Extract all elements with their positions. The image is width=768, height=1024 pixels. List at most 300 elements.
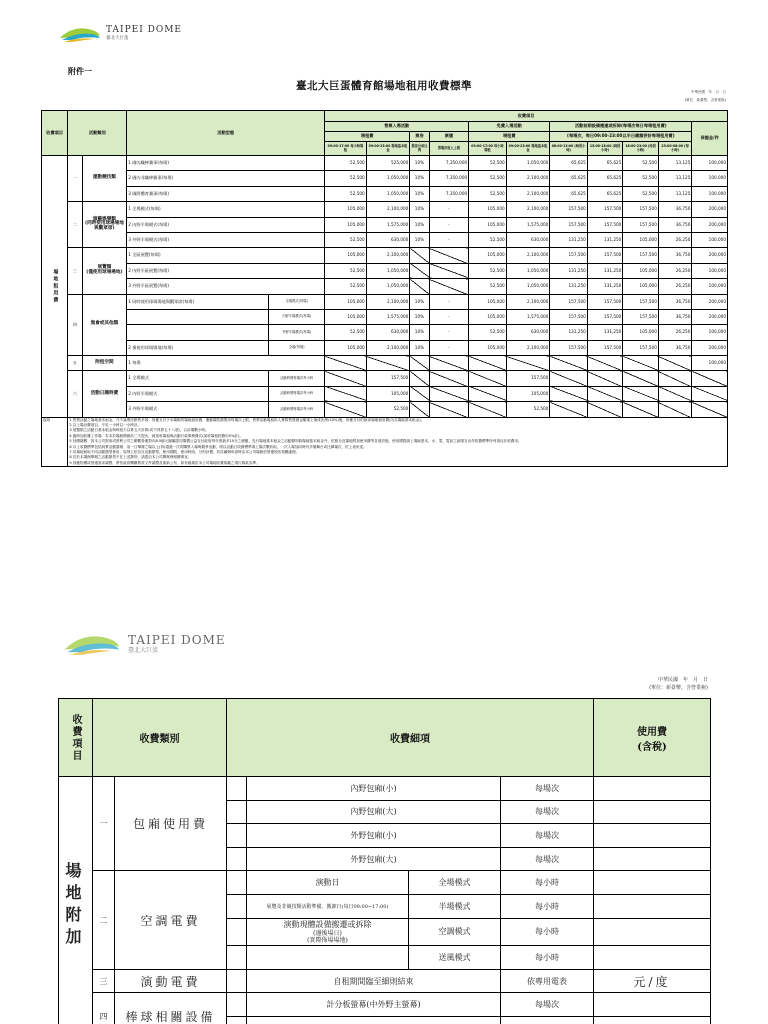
fee-value: 7,350,000 [429, 186, 469, 201]
header-leaf: 23:00-08:00 (每小時) [658, 142, 691, 156]
activity-type: 1 國內職棒賽事(每場) [127, 156, 325, 171]
notes-row [42, 417, 728, 467]
fee-value: 52,500 [623, 156, 659, 171]
fee-value [469, 386, 507, 401]
header-fee [594, 699, 711, 777]
header-category: 收費類別 [93, 699, 227, 777]
unit-text: 每場次 [501, 777, 594, 801]
fee-value: 105,000 [325, 309, 367, 324]
fee-value: 52,500 [506, 402, 550, 417]
group-name: 空調電費 [115, 871, 227, 969]
fee-value: 1,050,000 [506, 156, 550, 171]
fee-value: 157,500 [587, 340, 623, 355]
detail-text [247, 1016, 501, 1024]
fee-value: 105,000 [325, 340, 367, 355]
note-item: 9 因應物價或營運需求調整，將依政府機關核准文件調整及重新公布，如有疑義依本公司場地收費規範之現行條款為準。 [69, 460, 260, 465]
fee-value: 10% [410, 171, 429, 186]
fee-value [429, 248, 469, 263]
fee-value: 36,750 [658, 248, 691, 263]
group-number: 四 [68, 294, 82, 356]
fee-value [692, 402, 728, 417]
fee-value [587, 371, 623, 386]
fee-value: 7,350,000 [429, 171, 469, 186]
logo-chinese: 臺北大巨蛋 [106, 36, 129, 42]
spacer-cell [227, 993, 247, 1017]
activity-type [127, 325, 269, 340]
fee-value: 52,500 [469, 325, 507, 340]
fee-value: 52,500 [366, 402, 410, 417]
fee-value: 157,500 [587, 294, 623, 309]
header-leaf: 18:00-23:00 (時段小時) [623, 142, 659, 156]
fee-value: 105,000 [623, 263, 659, 278]
fee-value: 100,000 [692, 279, 728, 294]
detail-sub: (邊後場日) [313, 929, 342, 937]
detail-main: 演動日 [315, 878, 340, 888]
note-item: 7 若場地租取不同活動類型使用，原則上依各自活動類型、使用期限、使用時段，分別計價，若於續辦申請時由本公司場館依營運預估相關處理。 [69, 449, 300, 454]
fee-value [410, 371, 429, 386]
fee-value [658, 402, 691, 417]
detail-text: 內野包廂(大) [247, 800, 501, 824]
spacer-cell [227, 777, 247, 801]
fee-row [42, 371, 728, 386]
unit-line: (單位：新臺幣，含營業稅) [649, 685, 708, 691]
note-item: 3 展覽類之活動日基本租金與時段天以算五天計算(或不得算五十八項)，合計場數小時。 [69, 428, 209, 433]
fee-value: 10% [410, 294, 429, 309]
attachment-label: 附件一 [68, 67, 92, 76]
fee-value: 36,750 [658, 309, 691, 324]
activity-mode: 全場(每場) [269, 340, 325, 355]
group-title: 演藝娛樂類 [92, 216, 116, 222]
spacer-cell [227, 847, 247, 871]
fee-value: 2,100,000 [366, 202, 410, 217]
activity-mode: 全場模式(每場) [269, 294, 325, 309]
fee-value [410, 248, 429, 263]
group-name [82, 294, 127, 356]
fee-value [623, 402, 659, 417]
detail-sub: (實際佈場場地) [307, 937, 348, 945]
group-title: 運動競技類 [92, 175, 116, 181]
activity-type: 1 同時使用球場場地與觀眾席(每場) [127, 294, 269, 309]
fee-value: 131,250 [550, 263, 588, 278]
activity-type: 3 外野半場模式 [127, 402, 269, 417]
dome-logo-icon [58, 24, 102, 44]
fee-value: 1,050,000 [366, 279, 410, 294]
fee-value: - [429, 325, 469, 340]
fee-value [429, 386, 469, 401]
fee-value: 105,000 [623, 232, 659, 247]
fee-value: 52,500 [325, 232, 367, 247]
fee-value: - [429, 232, 469, 247]
detail-text [247, 894, 409, 918]
detail-text [247, 871, 409, 895]
fee-value: - [429, 294, 469, 309]
fee-value: 26,250 [658, 325, 691, 340]
detail-mode: 半場模式 [409, 894, 501, 918]
fee-value [594, 993, 711, 1017]
fee-row [42, 171, 728, 186]
spacer-cell [227, 824, 247, 848]
fee-value: 105,000 [469, 248, 507, 263]
fee-value: 131,250 [550, 325, 588, 340]
detail-text: 計分板螢幕(中外野主螢幕) [247, 993, 501, 1017]
logo-english: TAIPEI DOME [106, 25, 182, 36]
header-type: 活動型態 [127, 111, 325, 156]
group-number: 二 [68, 202, 82, 248]
activity-mode: 活動時間每場次每小時 [269, 386, 325, 401]
fee-value: 52,500 [325, 171, 367, 186]
fee-value: 100,000 [692, 186, 728, 201]
surcharge-row [59, 777, 711, 801]
fee-value: 1,575,000 [366, 309, 410, 324]
group-title: 附租空間 [95, 359, 114, 365]
fee-value: 157,500 [550, 217, 588, 232]
logo-chinese: 臺北大巨蛋 [128, 647, 159, 654]
detail-mode: 空調模式 [409, 918, 501, 946]
fee-value: 1,575,000 [506, 217, 550, 232]
fee-row [42, 386, 728, 401]
group-number: 二 [93, 871, 115, 969]
fee-value: 157,500 [623, 294, 659, 309]
detail-text: 內野包廂(小) [247, 777, 501, 801]
fee-value [325, 356, 367, 371]
header-leaf: 09:00-17:00 每小時場租 [325, 142, 367, 156]
note-item: 1 售票活動之場地基本租金，乃不論票房銷售多寡，皆應支付予本場館的場地租用費，運動競技類票房每場次上限，售票活動場租用人實際售票總金額乘上抽成比例(10%)後，所應支付的最高場地租用費(內含場地基本租金)。 [69, 417, 425, 422]
group-number: 四 [93, 993, 115, 1024]
fee-value: 131,250 [587, 232, 623, 247]
taipei-dome-logo [58, 24, 182, 44]
header-detail: 收費細項 [227, 699, 594, 777]
fee-value: 10% [410, 232, 429, 247]
fee-value [692, 371, 728, 386]
group-number: 一 [93, 777, 115, 871]
fee-row [42, 156, 728, 171]
activity-type: 1 每場 [127, 356, 325, 371]
header-sub-c: (每場次，每日09:00-23:00以半日總額併計每場租用費) [550, 132, 692, 142]
fee-value: 65,625 [550, 171, 588, 186]
fee-value: 157,500 [366, 371, 410, 386]
fee-row [42, 340, 728, 355]
header-leaf: 09:00-23:00 場地基本租金 [506, 142, 550, 156]
fee-value: 26,250 [658, 232, 691, 247]
header-deposit: 保證金/件 [692, 122, 728, 156]
document-title: 臺北大巨蛋體育館場地租用收費標準 [296, 80, 472, 92]
fee-value [587, 356, 623, 371]
fee-value [410, 356, 429, 371]
fee-value [594, 847, 711, 871]
fee-value [594, 1016, 711, 1024]
fee-value: 105,000 [506, 386, 550, 401]
group-name [82, 356, 127, 371]
fee-value: 7,350,000 [429, 156, 469, 171]
fee-value [550, 371, 588, 386]
activity-type [127, 309, 269, 324]
fee-value: 2,100,000 [506, 248, 550, 263]
fee-row [42, 248, 728, 263]
fee-value: 26,250 [658, 279, 691, 294]
fee-value: 525,000 [366, 156, 410, 171]
fee-value: 2,100,000 [366, 248, 410, 263]
fee-value [550, 402, 588, 417]
fee-value: 157,500 [623, 248, 659, 263]
detail-text: 自租期間臨至細則結束 [247, 969, 501, 993]
unit-text: 每小時 [501, 946, 594, 970]
activity-mode: 活動時間每場次每小時 [269, 402, 325, 417]
fee-value [410, 386, 429, 401]
fee-value [550, 356, 588, 371]
fee-value [550, 386, 588, 401]
fee-value [410, 263, 429, 278]
fee-value: 100,000 [692, 156, 728, 171]
detail-text [247, 918, 409, 946]
header-category: 活動類別 [68, 111, 127, 156]
fee-row [42, 217, 728, 232]
unit-text: 每場次 [501, 993, 594, 1017]
header-leaf: 票房分成比例 [410, 142, 429, 156]
activity-type: 2 內野半場模式(每場) [127, 217, 325, 232]
dome-logo-icon [62, 630, 122, 658]
header-sub-b: 場租費 [469, 132, 550, 142]
detail-main: 展覽及非競技類活動準備、搬卸日(每日09:00~17:00) [266, 903, 389, 910]
fee-value: 1,575,000 [366, 217, 410, 232]
fee-value: 105,000 [469, 217, 507, 232]
header-fee-items: 收費項目 [325, 111, 728, 122]
fee-value: 52,500 [469, 156, 507, 171]
fee-value: 157,500 [550, 340, 588, 355]
detail-mode: 全場模式 [409, 871, 501, 895]
detail-main: 演動現體設備搬遷或拆除 [283, 919, 372, 929]
unit-text: 每小時 [501, 918, 594, 946]
fee-value: 52,500 [325, 263, 367, 278]
fee-value: 52,500 [325, 325, 367, 340]
fee-value: 157,500 [587, 248, 623, 263]
group-name: 包廂使用費 [115, 777, 227, 871]
fee-value: 131,250 [550, 279, 588, 294]
fee-value: 元/度 [594, 969, 711, 993]
activity-mode: 活動時間每場次每小時 [269, 371, 325, 386]
fee-value: 13,125 [658, 156, 691, 171]
fee-value: 2,100,000 [506, 186, 550, 201]
header-ticketed: 售票入場活動 [325, 122, 469, 132]
activity-type: 1 全區展覽(每場) [127, 248, 325, 263]
fee-value: 36,750 [658, 202, 691, 217]
fee-value [594, 894, 711, 918]
fee-value: - [429, 202, 469, 217]
surcharge-row [59, 993, 711, 1017]
fee-value: 105,000 [469, 202, 507, 217]
activity-type: 3 國際體育賽事(每場) [127, 186, 325, 201]
header-leaf: 13:00-18:00 (時段小時) [587, 142, 623, 156]
fee-value: 52,500 [469, 263, 507, 278]
spacer-cell [227, 946, 247, 970]
fee-value [594, 918, 711, 946]
fee-value: 157,500 [550, 248, 588, 263]
fee-value: 36,750 [658, 340, 691, 355]
fee-row [42, 356, 728, 371]
fee-value: 105,000 [325, 217, 367, 232]
logo-english: TAIPEI DOME [128, 633, 226, 647]
fee-value: 26,250 [658, 263, 691, 278]
fee-row [42, 309, 728, 324]
spacer-cell [227, 1016, 247, 1024]
fee-value: 2,100,000 [506, 171, 550, 186]
note-item: 8 若於本場館舉辦之活動類型不在上述類別，請逕洽本公司開辦理相關事宜。 [69, 455, 192, 460]
fee-value: 105,000 [366, 386, 410, 401]
fee-value: 157,500 [623, 340, 659, 355]
activity-mode: 外野半場模式(每場) [269, 325, 325, 340]
fee-value: 13,125 [658, 186, 691, 201]
fee-value: 157,500 [587, 202, 623, 217]
fee-value: 10% [410, 309, 429, 324]
notes-content [68, 417, 728, 467]
fee-value: 200,000 [692, 202, 728, 217]
fee-value: 105,000 [623, 325, 659, 340]
fee-value: - [429, 340, 469, 355]
fee-value [429, 402, 469, 417]
fee-value: 10% [410, 325, 429, 340]
fee-row [42, 402, 728, 417]
group-title: 展覽類 [97, 265, 112, 271]
fee-value: 157,500 [587, 217, 623, 232]
fee-value: 157,500 [623, 202, 659, 217]
unit-text [501, 1016, 594, 1024]
fee-value: 200,000 [692, 248, 728, 263]
fee-value: 100,000 [692, 325, 728, 340]
fee-value: 10% [410, 340, 429, 355]
group-title: 活動日趨時費 [90, 390, 119, 396]
fee-row [42, 279, 728, 294]
spacer-cell [227, 871, 247, 895]
fee-value [429, 263, 469, 278]
header-fee-sub: (含稅) [637, 741, 667, 753]
header-leaf: 08:00-13:00 (時段小時) [550, 142, 588, 156]
fee-value: 131,250 [587, 279, 623, 294]
fee-value: 157,500 [550, 309, 588, 324]
fee-value [594, 824, 711, 848]
fee-value: 100,000 [692, 263, 728, 278]
activity-type: 2 內野半區展覽(每場) [127, 263, 325, 278]
fee-value: 630,000 [366, 325, 410, 340]
group-name: 演動電費 [115, 969, 227, 993]
group-title: 集會或其他類 [90, 321, 119, 327]
fee-value [623, 371, 659, 386]
fee-value [366, 356, 410, 371]
fee-value: 200,000 [692, 217, 728, 232]
header-item: 收費項目 [42, 111, 68, 156]
fee-value: 105,000 [469, 309, 507, 324]
fee-value: 65,625 [587, 186, 623, 201]
fee-value: 105,000 [623, 279, 659, 294]
fee-value: 52,500 [325, 279, 367, 294]
fee-value [410, 279, 429, 294]
spacer-cell [227, 800, 247, 824]
fee-row [42, 325, 728, 340]
fee-value [469, 356, 507, 371]
fee-value: 52,500 [325, 156, 367, 171]
fee-value: 630,000 [506, 325, 550, 340]
fee-value: 65,625 [587, 171, 623, 186]
fee-value [429, 279, 469, 294]
fee-value: 100,000 [692, 356, 728, 371]
fee-value [623, 356, 659, 371]
detail-text: 外野包廂(大) [247, 847, 501, 871]
fee-value [325, 402, 367, 417]
activity-type: 1 全場模式 [127, 371, 269, 386]
header-sub-a-price: 票價 [429, 132, 469, 142]
group-number: 三 [68, 248, 82, 294]
fee-value: 200,000 [692, 294, 728, 309]
surcharge-row [59, 871, 711, 895]
group-number: 一 [68, 156, 82, 202]
fee-value: 65,625 [587, 156, 623, 171]
fee-value: 52,500 [623, 171, 659, 186]
fee-value: 36,750 [658, 294, 691, 309]
side-label: 場地租用費 [42, 156, 68, 418]
fee-value [469, 402, 507, 417]
detail-text [247, 946, 409, 970]
surcharge-row [59, 969, 711, 993]
header-setup: 活動前期設備搬運或拆除(每場次每日每場租用費) [550, 122, 692, 132]
taipei-dome-logo-2 [62, 630, 226, 658]
note-item: 6 以上收費標準包括到實活動籌辦、前一日舉辦之場以上(持)超過一次的購票入場與競爭活動，則以活動日收費標準乘上場次數收取。一次入場加同時有多個舞台或比賽場次，依上表所述。 [69, 444, 367, 449]
fee-value: 105,000 [325, 294, 367, 309]
fee-value [594, 946, 711, 970]
spacer-cell [227, 918, 247, 946]
unit-text: 每小時 [501, 871, 594, 895]
fee-value [594, 871, 711, 895]
fee-value: 157,500 [550, 294, 588, 309]
fee-table [41, 110, 728, 467]
header-leaf: 單場次收入上限 [429, 142, 469, 156]
fee-value: 52,500 [469, 279, 507, 294]
fee-value: 52,500 [623, 186, 659, 201]
fee-value: 200,000 [692, 340, 728, 355]
fee-value [587, 386, 623, 401]
fee-value: 52,500 [469, 232, 507, 247]
fee-value [587, 402, 623, 417]
spacer-cell [227, 969, 247, 993]
fee-value [410, 402, 429, 417]
header-fee-label: 使用費 [637, 726, 667, 738]
fee-value [429, 371, 469, 386]
fee-value: 157,500 [623, 309, 659, 324]
surcharge-table [58, 698, 711, 1024]
detail-mode: 送風模式 [409, 946, 501, 970]
fee-value: 157,500 [506, 371, 550, 386]
activity-type: 2 僅使用球場場地(每場) [127, 340, 269, 355]
activity-type: 2 國內非職棒賽事(每場) [127, 171, 325, 186]
fee-value: 2,100,000 [366, 340, 410, 355]
fee-value: 157,500 [623, 217, 659, 232]
side-label: 場地附加 [59, 777, 93, 1024]
fee-value: 131,250 [587, 263, 623, 278]
header-item: 收費項目 [59, 699, 93, 777]
fee-value: 52,500 [469, 186, 507, 201]
fee-value: 10% [410, 217, 429, 232]
fee-value: 10% [410, 202, 429, 217]
fee-value: 100,000 [692, 171, 728, 186]
fee-value: 2,100,000 [506, 340, 550, 355]
notes-label: 說明 [42, 417, 68, 467]
note-item: 5 回饋鏈數：因本公司需來或營利公司之聯繫營運對內8.5億元歸屬認同償價公益支付政府每年度最多10分之總額，先行場地基本租金之活動類別除場地基本租金外，依照全及場地附加使用費等各項設施，使用國際級上場地基本，水、電、電訊之細項支出作收費標準所列項目計收費用。 [69, 439, 522, 444]
group-name: 棒球相關設備 [115, 993, 227, 1024]
fee-value: 52,500 [325, 186, 367, 201]
unit-text: 每場次 [501, 847, 594, 871]
group-name [82, 202, 127, 248]
group-number: 六 [68, 371, 82, 417]
fee-value: 105,000 [325, 248, 367, 263]
fee-value: - [429, 217, 469, 232]
header-leaf: 09:00-17:00 每小時場租 [469, 142, 507, 156]
